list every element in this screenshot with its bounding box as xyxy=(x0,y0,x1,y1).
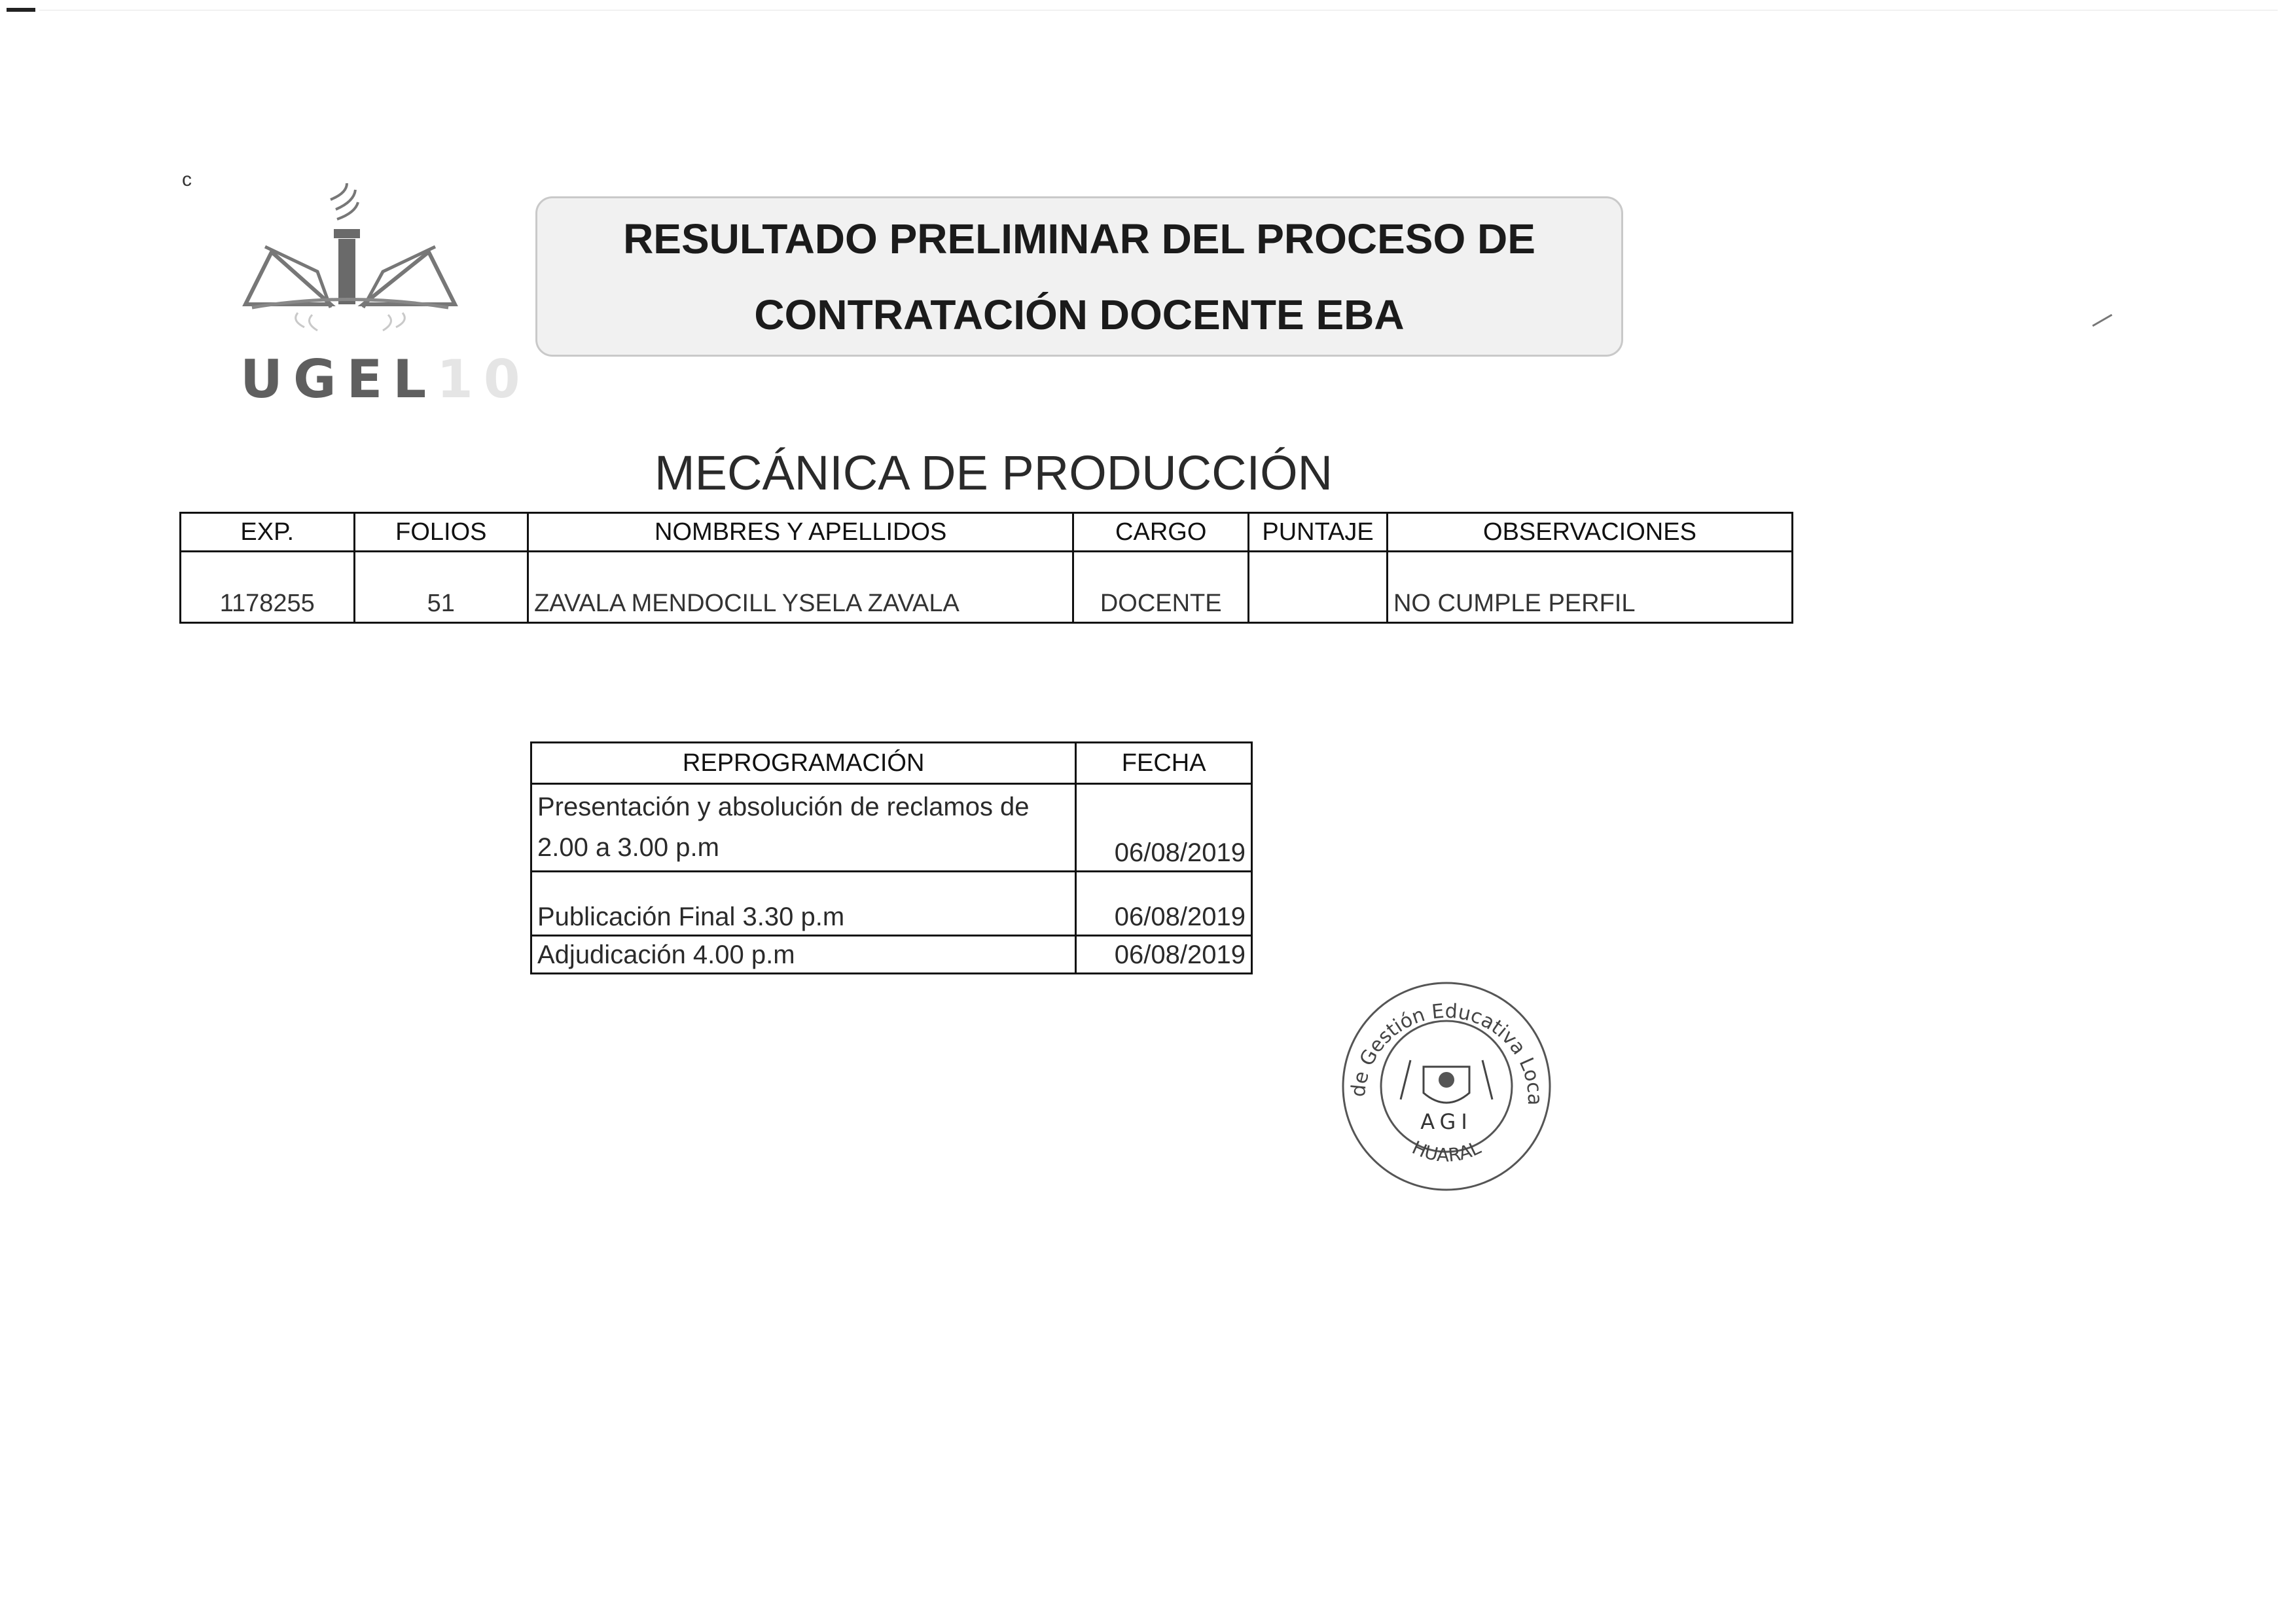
schedule-activity: Publicación Final 3.30 p.m xyxy=(531,872,1076,936)
results-table xyxy=(179,512,1793,624)
ugel-logo-text: UGEL10 xyxy=(240,349,531,410)
seal-stamp-icon xyxy=(1335,975,1558,1198)
seal-initials: AGI xyxy=(1420,1109,1473,1134)
cell-folios: 51 xyxy=(354,552,528,623)
corner-mark: c xyxy=(182,169,192,190)
section-title: MECÁNICA DE PRODUCCIÓN xyxy=(655,446,1333,500)
header-puntaje: PUNTAJE xyxy=(1249,513,1388,552)
official-seal xyxy=(1335,975,1558,1198)
cell-nombre: ZAVALA MENDOCILL YSELA ZAVALA xyxy=(528,552,1073,623)
seal-city-text: HUARAL xyxy=(1408,1136,1484,1166)
seal-outer-text: de Gestión Educativa Loca xyxy=(1346,999,1547,1106)
schedule-table xyxy=(530,741,1253,974)
svg-text:Unidad de Gestión Educativa Lo xyxy=(1335,975,1546,1105)
cell-cargo: DOCENTE xyxy=(1073,552,1249,623)
header-reprogramacion: REPROGRAMACIÓN xyxy=(531,743,1076,784)
schedule-activity xyxy=(531,784,1076,872)
header-observaciones: OBSERVACIONES xyxy=(1387,513,1792,552)
activity-line-1: Presentación y absolución de reclamos de xyxy=(537,793,1030,821)
book-torch-icon xyxy=(232,173,468,350)
table-row xyxy=(531,936,1252,974)
title-line-1: RESULTADO PRELIMINAR DEL PROCESO DE xyxy=(623,215,1535,262)
table-row xyxy=(531,784,1252,872)
schedule-activity: Adjudicación 4.00 p.m xyxy=(531,936,1076,974)
cell-puntaje xyxy=(1249,552,1388,623)
scan-edge-mark xyxy=(7,8,35,12)
schedule-date: 06/08/2019 xyxy=(1076,936,1252,974)
header-fecha: FECHA xyxy=(1076,743,1252,784)
activity-line-2: 2.00 a 3.00 p.m xyxy=(537,833,719,862)
svg-text:HUARAL xyxy=(1408,1137,1484,1166)
schedule-date: 06/08/2019 xyxy=(1076,784,1252,872)
header-exp: EXP. xyxy=(181,513,355,552)
schedule-date: 06/08/2019 xyxy=(1076,872,1252,936)
header-nombres: NOMBRES Y APELLIDOS xyxy=(528,513,1073,552)
ugel-logo xyxy=(232,173,531,416)
stray-mark xyxy=(2092,314,2113,327)
header-folios: FOLIOS xyxy=(354,513,528,552)
cell-observaciones: NO CUMPLE PERFIL xyxy=(1387,552,1792,623)
results-header-row xyxy=(181,513,1793,552)
title-box xyxy=(535,196,1623,357)
cell-exp: 1178255 xyxy=(181,552,355,623)
table-row xyxy=(531,872,1252,936)
table-row xyxy=(181,552,1793,623)
title-line-2: CONTRATACIÓN DOCENTE EBA xyxy=(754,291,1405,338)
schedule-header-row xyxy=(531,743,1252,784)
header-cargo: CARGO xyxy=(1073,513,1249,552)
